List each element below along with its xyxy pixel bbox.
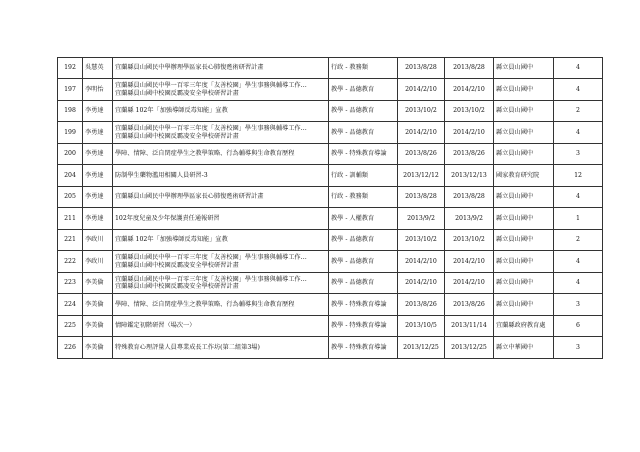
record-number-cell: 198 — [58, 101, 83, 122]
table-row — [58, 144, 603, 165]
organizer-cell: 縣立員山國中 — [494, 294, 554, 316]
end-date-cell: 2013/10/2 — [445, 230, 494, 251]
training-records-table — [57, 57, 603, 359]
start-date-cell: 2013/10/2 — [398, 230, 445, 251]
table-row — [58, 337, 603, 359]
record-number-cell: 205 — [58, 187, 83, 208]
course-title-line: 102年度兒童及少年保護責任通報研習 — [115, 214, 220, 222]
start-date-cell: 2013/8/28 — [398, 187, 445, 208]
course-title-cell — [113, 337, 329, 359]
table-body — [58, 58, 603, 359]
organizer-cell: 國家教育研究院 — [494, 165, 554, 187]
course-title-line: 學障、情障、泛自閉症學生之教學策略、行為輔導與生命教育歷程 — [115, 150, 295, 158]
course-category-cell: 教學 - 人權教育 — [329, 208, 398, 230]
teacher-name-cell: 李勇達 — [83, 101, 113, 122]
record-number-cell: 222 — [58, 251, 83, 273]
teacher-name-cell: 吳慧英 — [83, 58, 113, 79]
record-number-cell: 221 — [58, 230, 83, 251]
hours-cell: 4 — [554, 122, 603, 144]
hours-cell: 4 — [554, 273, 603, 294]
table-row — [58, 58, 603, 79]
start-date-cell: 2013/10/5 — [398, 316, 445, 337]
start-date-cell: 2013/8/26 — [398, 294, 445, 316]
start-date-cell: 2013/8/28 — [398, 58, 445, 79]
teacher-name-cell: 李勇達 — [83, 122, 113, 144]
organizer-cell: 縣立中華國中 — [494, 337, 554, 359]
hours-cell: 3 — [554, 144, 603, 165]
course-title-cell — [113, 273, 329, 294]
table-row — [58, 251, 603, 273]
course-title-line: 宜蘭縣員山國民中學一百零三年度「友善校園」學生事務與輔導工作… — [115, 82, 307, 90]
table-row — [58, 230, 603, 251]
teacher-name-cell: 李美倫 — [83, 316, 113, 337]
course-title-cell — [113, 144, 329, 165]
course-title-cell — [113, 208, 329, 230]
record-number-cell: 223 — [58, 273, 83, 294]
organizer-cell: 縣立員山國中 — [494, 187, 554, 208]
end-date-cell: 2013/10/2 — [445, 101, 494, 122]
course-title-line: 宜蘭縣員山國中校園反霸凌安全學校研習計畫 — [115, 132, 239, 140]
course-category-cell: 教學 - 特殊教育導論 — [329, 316, 398, 337]
hours-cell: 12 — [554, 165, 603, 187]
course-title-cell — [113, 230, 329, 251]
course-category-cell: 行政 - 教務類 — [329, 58, 398, 79]
end-date-cell: 2014/2/10 — [445, 273, 494, 294]
end-date-cell: 2013/9/2 — [445, 208, 494, 230]
course-title-line: 宜蘭縣員山國民中學一百零三年度「友善校園」學生事務與輔導工作… — [115, 125, 307, 133]
course-category-cell: 教學 - 品德教育 — [329, 273, 398, 294]
course-title-line: 宜蘭縣員山國民中學辦理學區家長心肺復甦術研習計畫 — [115, 64, 264, 72]
hours-cell: 4 — [554, 251, 603, 273]
organizer-cell: 縣立員山國中 — [494, 58, 554, 79]
course-category-cell: 教學 - 品德教育 — [329, 79, 398, 101]
organizer-cell: 縣立員山國中 — [494, 251, 554, 273]
course-category-cell: 行政 - 教務類 — [329, 187, 398, 208]
course-title-line: 防制學生藥物濫用相關人員研習-3 — [115, 171, 208, 179]
record-number-cell: 211 — [58, 208, 83, 230]
end-date-cell: 2013/11/14 — [445, 316, 494, 337]
hours-cell: 4 — [554, 58, 603, 79]
table-row — [58, 165, 603, 187]
start-date-cell: 2014/2/10 — [398, 122, 445, 144]
course-title-cell — [113, 58, 329, 79]
course-title-line: 宜蘭縣 102年「加強導師反毒知能」宣教 — [115, 236, 228, 244]
table-row — [58, 79, 603, 101]
table-row — [58, 273, 603, 294]
course-category-cell: 教學 - 品德教育 — [329, 122, 398, 144]
course-title-line: 宜蘭縣員山國中校園反霸凌安全學校研習計畫 — [115, 89, 239, 97]
organizer-cell: 縣立員山國中 — [494, 230, 554, 251]
course-title-line: 特殊教育心理評量人員專業成長工作坊(第二組第3場) — [115, 343, 260, 351]
record-number-cell: 225 — [58, 316, 83, 337]
organizer-cell: 縣立員山國中 — [494, 79, 554, 101]
course-title-cell — [113, 251, 329, 273]
organizer-cell: 縣立員山國中 — [494, 273, 554, 294]
table-row — [58, 187, 603, 208]
organizer-cell: 縣立員山國中 — [494, 144, 554, 165]
course-title-cell — [113, 79, 329, 101]
record-number-cell: 200 — [58, 144, 83, 165]
record-number-cell: 224 — [58, 294, 83, 316]
course-category-cell: 教學 - 特殊教育導論 — [329, 294, 398, 316]
teacher-name-cell: 李勇達 — [83, 144, 113, 165]
hours-cell: 3 — [554, 294, 603, 316]
course-title-line: 學障、情障、泛自閉症學生之教學策略、行為輔導與生命教育歷程 — [115, 300, 295, 308]
record-number-cell: 199 — [58, 122, 83, 144]
course-category-cell: 教學 - 品德教育 — [329, 251, 398, 273]
record-number-cell: 226 — [58, 337, 83, 359]
record-number-cell: 197 — [58, 79, 83, 101]
course-category-cell: 教學 - 品德教育 — [329, 230, 398, 251]
start-date-cell: 2014/2/10 — [398, 273, 445, 294]
record-number-cell: 192 — [58, 58, 83, 79]
organizer-cell: 縣立員山國中 — [494, 122, 554, 144]
end-date-cell: 2014/2/10 — [445, 79, 494, 101]
start-date-cell: 2013/12/25 — [398, 337, 445, 359]
course-title-line: 情障鑑定初階研習（場次一） — [115, 322, 196, 330]
teacher-name-cell: 李勇達 — [83, 208, 113, 230]
hours-cell: 4 — [554, 79, 603, 101]
course-category-cell: 教學 - 特殊教育導論 — [329, 144, 398, 165]
end-date-cell: 2013/8/26 — [445, 144, 494, 165]
course-title-cell — [113, 294, 329, 316]
end-date-cell: 2013/8/28 — [445, 58, 494, 79]
start-date-cell: 2013/9/2 — [398, 208, 445, 230]
table-row — [58, 294, 603, 316]
course-title-line: 宜蘭縣員山國中校園反霸凌安全學校研習計畫 — [115, 261, 239, 269]
record-number-cell: 204 — [58, 165, 83, 187]
teacher-name-cell: 李美倫 — [83, 337, 113, 359]
end-date-cell: 2013/12/25 — [445, 337, 494, 359]
hours-cell: 3 — [554, 337, 603, 359]
course-title-line: 宜蘭縣員山國民中學辦理學區家長心肺復甦術研習計畫 — [115, 193, 264, 201]
start-date-cell: 2013/10/2 — [398, 101, 445, 122]
course-title-cell — [113, 101, 329, 122]
course-title-cell — [113, 165, 329, 187]
teacher-name-cell: 李政川 — [83, 230, 113, 251]
hours-cell: 6 — [554, 316, 603, 337]
hours-cell: 1 — [554, 208, 603, 230]
course-title-line: 宜蘭縣員山國中校園反霸凌安全學校研習計畫 — [115, 283, 239, 290]
hours-cell: 2 — [554, 230, 603, 251]
end-date-cell: 2014/2/10 — [445, 122, 494, 144]
hours-cell: 4 — [554, 187, 603, 208]
organizer-cell: 縣立員山國中 — [494, 101, 554, 122]
course-title-line: 宜蘭縣 102年「加強導師反毒知能」宣教 — [115, 107, 228, 115]
course-category-cell: 行政 - 訓輔類 — [329, 165, 398, 187]
organizer-cell: 宜蘭縣政府教育處 — [494, 316, 554, 337]
teacher-name-cell: 李政川 — [83, 251, 113, 273]
teacher-name-cell: 李勇達 — [83, 165, 113, 187]
end-date-cell: 2013/8/26 — [445, 294, 494, 316]
end-date-cell: 2013/12/13 — [445, 165, 494, 187]
course-title-cell — [113, 187, 329, 208]
course-title-line: 宜蘭縣員山國民中學一百零三年度「友善校園」學生事務與輔導工作… — [115, 275, 307, 283]
start-date-cell: 2014/2/10 — [398, 251, 445, 273]
organizer-cell: 縣立員山國中 — [494, 208, 554, 230]
start-date-cell: 2013/8/26 — [398, 144, 445, 165]
end-date-cell: 2013/8/28 — [445, 187, 494, 208]
teacher-name-cell: 李勇達 — [83, 187, 113, 208]
course-title-line: 宜蘭縣員山國民中學一百零三年度「友善校園」學生事務與輔導工作… — [115, 254, 307, 262]
teacher-name-cell: 李明怡 — [83, 79, 113, 101]
start-date-cell: 2014/2/10 — [398, 79, 445, 101]
course-title-cell — [113, 122, 329, 144]
hours-cell: 2 — [554, 101, 603, 122]
start-date-cell: 2013/12/12 — [398, 165, 445, 187]
course-category-cell: 教學 - 品德教育 — [329, 101, 398, 122]
teacher-name-cell: 李美倫 — [83, 273, 113, 294]
teacher-name-cell: 李美倫 — [83, 294, 113, 316]
end-date-cell: 2014/2/10 — [445, 251, 494, 273]
course-category-cell: 教學 - 特殊教育導論 — [329, 337, 398, 359]
table-row — [58, 316, 603, 337]
table-row — [58, 101, 603, 122]
course-title-cell — [113, 316, 329, 337]
table-row — [58, 208, 603, 230]
table-row — [58, 122, 603, 144]
